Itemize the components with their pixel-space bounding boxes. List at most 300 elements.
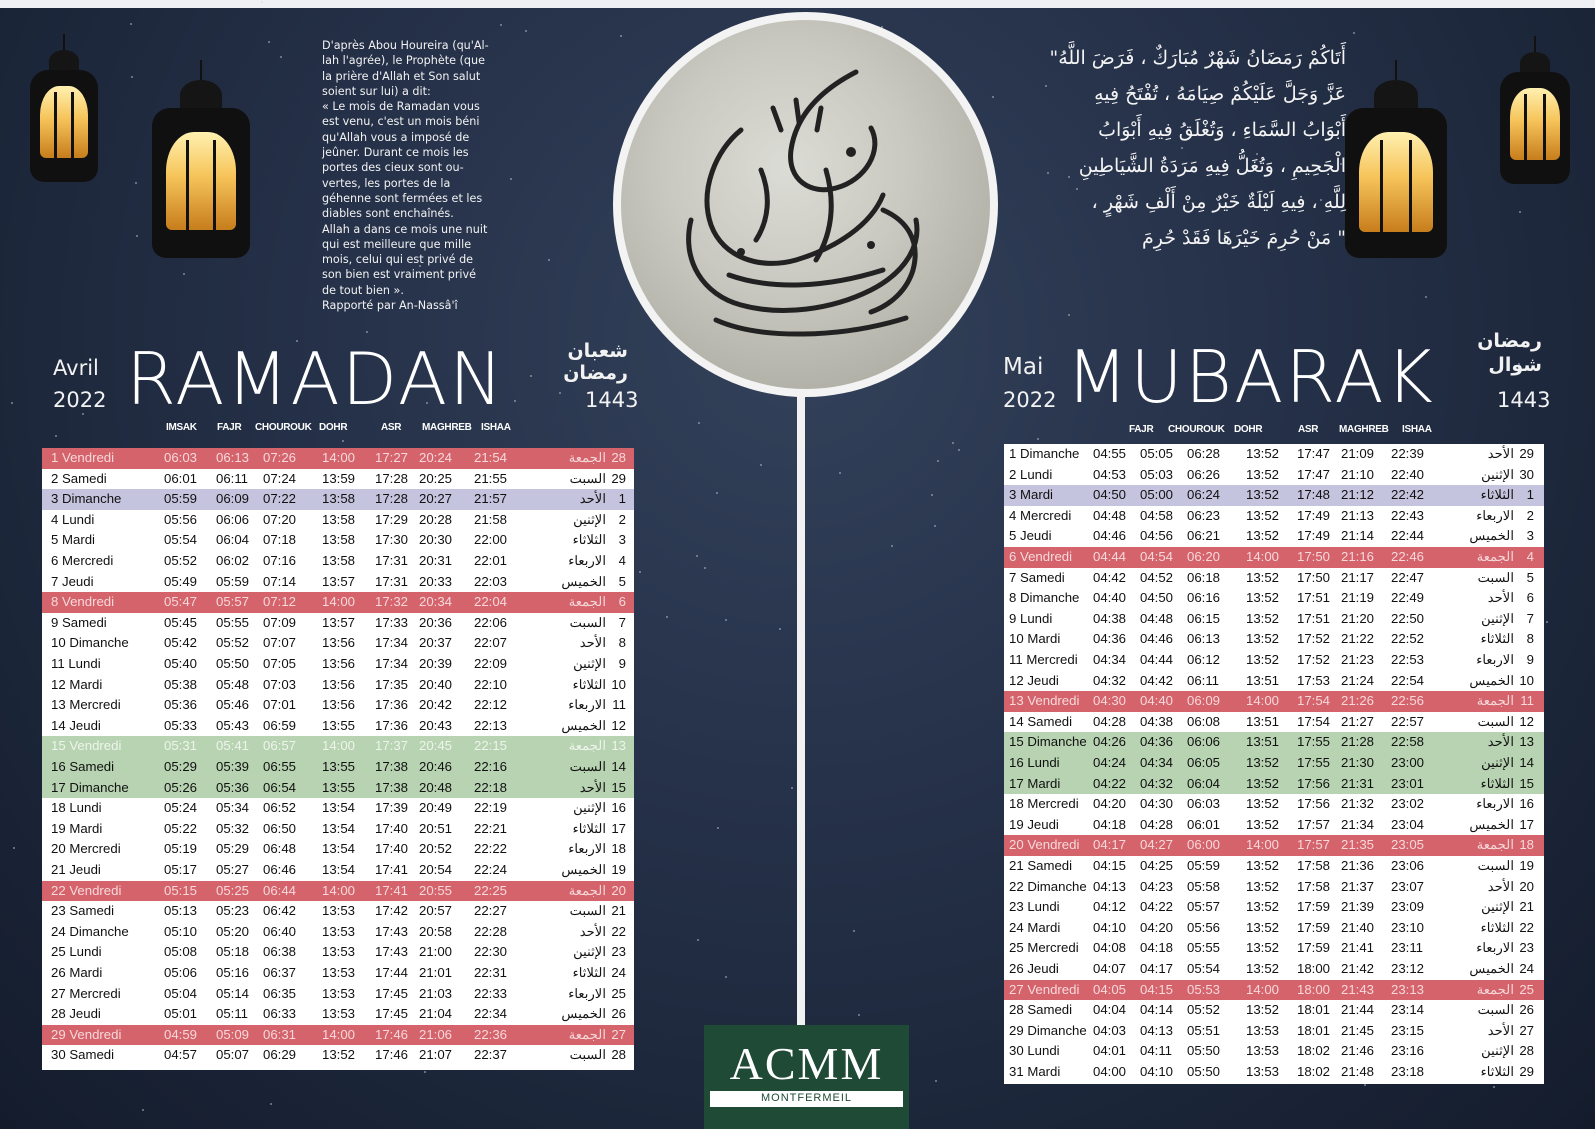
time-cell: 17:54 — [1297, 693, 1331, 709]
time-cell: 07:14 — [263, 573, 297, 589]
hijri-weekday-cell: الاربعاء — [568, 985, 606, 1001]
day-cell: 25 Mercredi — [1009, 940, 1079, 956]
hadith-french — [322, 38, 522, 313]
table-row — [42, 778, 634, 799]
time-cell: 21:03 — [419, 985, 453, 1001]
time-cell: 14:00 — [322, 1026, 356, 1042]
time-cell: 20:25 — [419, 470, 453, 486]
time-cell: 13:52 — [1246, 899, 1280, 915]
time-cell: 13:53 — [322, 944, 356, 960]
time-cell: 04:42 — [1140, 672, 1174, 688]
time-cell: 04:05 — [1093, 981, 1127, 997]
time-cell: 21:37 — [1341, 878, 1375, 894]
hijri-day-cell: 21 — [611, 903, 626, 919]
time-cell: 05:43 — [216, 717, 250, 733]
day-cell: 7 Samedi — [1009, 569, 1065, 585]
hijri-day-cell: 26 — [611, 1006, 626, 1022]
hijri-day-cell: 24 — [1519, 961, 1534, 976]
time-cell: 06:04 — [1187, 775, 1221, 791]
day-cell: 31 Mardi — [1009, 1064, 1061, 1079]
table-row — [42, 1045, 634, 1066]
column-header-dohr: DOHR — [1234, 424, 1263, 435]
time-cell: 23:13 — [1391, 981, 1425, 997]
time-cell: 05:42 — [164, 635, 198, 651]
time-cell: 05:27 — [216, 862, 250, 877]
time-cell: 17:34 — [375, 656, 409, 671]
time-cell: 04:27 — [1140, 837, 1174, 853]
time-cell: 04:57 — [164, 1047, 198, 1063]
time-cell: 17:54 — [1297, 713, 1331, 729]
time-cell: 17:41 — [375, 882, 409, 898]
time-cell: 20:58 — [419, 923, 453, 939]
hijri-day-cell: 9 — [618, 656, 626, 671]
hijri-weekday-cell: الثلاثاء — [572, 965, 606, 980]
time-cell: 04:58 — [1140, 507, 1174, 523]
time-cell: 17:32 — [375, 594, 409, 610]
star — [1425, 296, 1427, 298]
table-row — [42, 798, 634, 819]
table-row — [42, 448, 634, 469]
day-cell: 13 Vendredi — [1009, 693, 1080, 709]
time-cell: 04:20 — [1093, 796, 1127, 812]
time-cell: 06:46 — [263, 862, 297, 877]
hijri-weekday-cell: الثلاثاء — [1480, 631, 1514, 647]
day-cell: 20 Vendredi — [1009, 837, 1080, 853]
table-row — [42, 819, 634, 840]
time-cell: 06:40 — [263, 923, 297, 939]
time-cell: 21:44 — [1341, 1002, 1375, 1018]
column-header-dohr: DOHR — [319, 422, 348, 433]
hijri-weekday-cell: الخميس — [561, 573, 606, 589]
table-row — [1004, 753, 1544, 774]
time-cell: 05:11 — [216, 1006, 249, 1022]
time-cell: 05:09 — [216, 1026, 250, 1042]
time-cell: 06:37 — [263, 965, 297, 980]
table-row — [1004, 877, 1544, 898]
ramadan-calligraphy-icon — [621, 20, 990, 389]
time-cell: 17:38 — [375, 759, 409, 774]
time-cell: 13:56 — [322, 697, 356, 713]
time-cell: 20:28 — [419, 511, 453, 527]
hijri-day-cell: 22 — [611, 923, 626, 939]
time-cell: 06:21 — [1187, 528, 1221, 544]
time-cell: 04:04 — [1093, 1002, 1127, 1018]
time-cell: 06:09 — [216, 491, 250, 507]
hijri-year: 1443 — [1497, 388, 1551, 412]
time-cell: 23:06 — [1391, 858, 1425, 873]
time-cell: 04:25 — [1140, 858, 1174, 873]
time-cell: 05:16 — [216, 965, 250, 980]
table-row — [42, 675, 634, 696]
hijri-day-cell: 23 — [1519, 940, 1534, 956]
time-cell: 04:30 — [1093, 693, 1127, 709]
time-cell: 13:56 — [322, 676, 356, 692]
hijri-weekday-cell: الخميس — [561, 862, 606, 877]
acmm-logo — [704, 1025, 909, 1129]
star — [696, 555, 698, 557]
hijri-weekday-cell: الثلاثاء — [1480, 775, 1514, 791]
time-cell: 20:30 — [419, 532, 453, 548]
hijri-weekday-cell: الجمعة — [1476, 549, 1514, 564]
time-cell: 20:34 — [419, 594, 453, 610]
time-cell: 06:57 — [263, 738, 297, 754]
time-cell: 22:36 — [474, 1026, 508, 1042]
time-cell: 13:52 — [1246, 528, 1280, 544]
time-cell: 07:05 — [263, 656, 297, 671]
hadith-line: أَبْوَابُ السَّمَاءِ ، وَتُغْلَقُ فِيهِ أَبْوَابُ — [1098, 119, 1346, 141]
time-cell: 04:10 — [1093, 919, 1127, 935]
time-cell: 20:51 — [419, 820, 453, 836]
time-cell: 20:52 — [419, 841, 453, 857]
hijri-day-cell: 8 — [1526, 631, 1534, 647]
time-cell: 05:50 — [1187, 1064, 1221, 1079]
hijri-day-cell: 24 — [611, 965, 626, 980]
time-cell: 21:28 — [1341, 734, 1375, 750]
day-cell: 2 Lundi — [1009, 466, 1053, 482]
hijri-day-cell: 28 — [1519, 1043, 1534, 1059]
time-cell: 17:40 — [375, 841, 409, 857]
table-row — [1004, 1041, 1544, 1062]
time-cell: 04:23 — [1140, 878, 1174, 894]
time-cell: 22:12 — [474, 697, 508, 713]
time-cell: 21:01 — [419, 965, 453, 980]
time-cell: 04:01 — [1093, 1043, 1127, 1059]
day-cell: 7 Jeudi — [51, 573, 94, 589]
hadith-line: géhenne sont fermées et les — [322, 191, 483, 205]
time-cell: 13:52 — [1246, 466, 1280, 482]
time-cell: 22:21 — [474, 820, 508, 836]
hijri-weekday-cell: الخميس — [1469, 816, 1514, 832]
time-cell: 04:32 — [1140, 775, 1174, 791]
time-cell: 04:12 — [1093, 899, 1127, 915]
table-row — [42, 881, 634, 902]
table-row — [42, 839, 634, 860]
time-cell: 13:53 — [1246, 1043, 1280, 1059]
hadith-line: est venu, c'est un mois béni — [322, 115, 480, 129]
time-cell: 21:17 — [1341, 569, 1375, 585]
time-cell: 17:45 — [375, 985, 409, 1001]
time-cell: 17:39 — [375, 800, 409, 816]
hijri-weekday-cell: الأحد — [579, 779, 606, 795]
time-cell: 17:36 — [375, 717, 409, 733]
time-cell: 17:51 — [1297, 590, 1331, 606]
table-row — [1004, 835, 1544, 856]
hijri-day-cell: 10 — [1519, 672, 1534, 688]
hijri-weekday-cell: الثلاثاء — [1480, 1064, 1514, 1079]
time-cell: 22:50 — [1391, 610, 1425, 626]
time-cell: 23:14 — [1391, 1002, 1425, 1018]
time-cell: 21:46 — [1341, 1043, 1375, 1059]
star — [698, 422, 700, 424]
time-cell: 05:22 — [164, 820, 198, 836]
day-cell: 28 Samedi — [1009, 1002, 1073, 1018]
time-cell: 05:51 — [1187, 1022, 1221, 1038]
star — [548, 259, 550, 261]
logo-subtitle: MONTFERMEIL — [760, 1092, 853, 1104]
time-cell: 21:54 — [474, 450, 508, 465]
time-cell: 05:39 — [216, 759, 250, 774]
time-cell: 13:52 — [1246, 858, 1280, 873]
time-cell: 17:51 — [1297, 610, 1331, 626]
time-cell: 06:01 — [1187, 816, 1221, 832]
time-cell: 07:26 — [263, 450, 297, 465]
time-cell: 04:24 — [1093, 755, 1127, 770]
time-cell: 17:40 — [375, 820, 409, 836]
time-cell: 21:27 — [1341, 713, 1375, 729]
time-cell: 13:56 — [322, 656, 356, 671]
star — [858, 1014, 860, 1016]
time-cell: 21:36 — [1341, 858, 1375, 873]
hijri-weekday-cell: الثلاثاء — [572, 532, 606, 548]
table-row — [42, 757, 634, 778]
hadith-line: Rapporté par An-Nassâ'î — [322, 299, 458, 313]
time-cell: 13:55 — [322, 779, 356, 795]
time-cell: 04:52 — [1140, 569, 1174, 585]
time-cell: 07:20 — [263, 511, 297, 527]
time-cell: 22:58 — [1391, 734, 1425, 750]
time-cell: 22:52 — [1391, 631, 1425, 647]
time-cell: 06:12 — [1187, 652, 1221, 667]
hijri-weekday-cell: الاربعاء — [1476, 796, 1514, 812]
time-cell: 22:09 — [474, 656, 508, 671]
day-cell: 5 Jeudi — [1009, 528, 1052, 544]
time-cell: 22:07 — [474, 635, 508, 651]
time-cell: 17:34 — [375, 635, 409, 651]
time-cell: 13:54 — [322, 800, 356, 816]
time-cell: 05:53 — [1187, 981, 1221, 997]
hijri-weekday-cell: السبت — [569, 470, 606, 486]
star — [1519, 211, 1521, 213]
time-cell: 13:54 — [322, 841, 356, 857]
time-cell: 17:49 — [1297, 528, 1331, 544]
time-cell: 17:56 — [1297, 775, 1331, 791]
time-cell: 05:47 — [164, 594, 198, 610]
time-cell: 13:55 — [322, 717, 356, 733]
day-cell: 17 Mardi — [1009, 775, 1061, 791]
table-row — [42, 922, 634, 943]
star — [935, 1080, 937, 1082]
hijri-day-cell: 25 — [611, 985, 626, 1001]
hadith-line: la prière d'Allah et Son salut — [322, 69, 481, 83]
time-cell: 04:44 — [1093, 549, 1127, 564]
star — [130, 23, 132, 25]
time-cell: 21:30 — [1341, 755, 1375, 770]
time-cell: 17:31 — [375, 553, 409, 568]
star — [280, 56, 282, 58]
time-cell: 13:56 — [322, 635, 356, 651]
time-cell: 22:49 — [1391, 590, 1425, 606]
hijri-weekday-cell: الخميس — [1469, 961, 1514, 976]
time-cell: 07:18 — [263, 532, 297, 548]
time-cell: 21:57 — [474, 491, 508, 507]
table-row — [1004, 1062, 1544, 1083]
table-row — [1004, 588, 1544, 609]
table-row — [1004, 609, 1544, 630]
time-cell: 20:54 — [419, 862, 453, 877]
hijri-weekday-cell: السبت — [569, 614, 606, 630]
hijri-day-cell: 2 — [618, 511, 626, 527]
time-cell: 07:09 — [263, 614, 297, 630]
time-cell: 06:59 — [263, 717, 297, 733]
time-cell: 14:00 — [1246, 981, 1280, 997]
time-cell: 07:07 — [263, 635, 297, 651]
time-cell: 21:09 — [1341, 446, 1375, 461]
day-cell: 22 Vendredi — [51, 882, 122, 898]
hijri-weekday-cell: الخميس — [561, 717, 606, 733]
time-cell: 23:16 — [1391, 1043, 1425, 1059]
day-cell: 14 Samedi — [1009, 713, 1073, 729]
time-cell: 14:00 — [1246, 549, 1280, 564]
day-cell: 26 Mardi — [51, 965, 103, 980]
star — [891, 545, 893, 547]
time-cell: 13:52 — [1246, 652, 1280, 667]
table-row — [1004, 815, 1544, 836]
star — [704, 567, 706, 569]
time-cell: 13:52 — [1246, 446, 1280, 461]
hijri-day-cell: 6 — [1526, 590, 1534, 606]
hijri-weekday-cell: الإثنين — [573, 511, 606, 527]
time-cell: 22:57 — [1391, 713, 1425, 729]
time-cell: 05:19 — [164, 841, 198, 857]
table-row — [1004, 568, 1544, 589]
time-cell: 21:00 — [419, 944, 453, 960]
time-cell: 05:56 — [164, 511, 198, 527]
star — [530, 375, 532, 377]
time-cell: 05:05 — [1140, 446, 1174, 461]
hijri-weekday-cell: الجمعة — [568, 1026, 606, 1042]
time-cell: 04:36 — [1093, 631, 1127, 647]
hijri-day-cell: 25 — [1519, 981, 1534, 997]
time-cell: 05:29 — [164, 759, 198, 774]
star — [55, 435, 57, 437]
star — [142, 1109, 144, 1111]
hijri-weekday-cell: الإثنين — [1481, 1043, 1514, 1059]
day-cell: 19 Mardi — [51, 820, 103, 836]
time-cell: 23:18 — [1391, 1064, 1425, 1079]
time-cell: 13:53 — [1246, 1064, 1280, 1079]
day-cell: 3 Dimanche — [51, 491, 122, 507]
day-cell: 18 Mercredi — [1009, 796, 1079, 812]
day-cell: 19 Jeudi — [1009, 816, 1059, 832]
time-cell: 04:15 — [1140, 981, 1174, 997]
time-cell: 21:58 — [474, 511, 508, 527]
time-cell: 06:23 — [1187, 507, 1221, 523]
hijri-day-cell: 11 — [1520, 693, 1534, 709]
time-cell: 22:31 — [474, 965, 508, 980]
table-row — [42, 984, 634, 1005]
time-cell: 07:16 — [263, 553, 297, 568]
lantern-icon — [1500, 36, 1570, 196]
time-cell: 17:52 — [1297, 631, 1331, 647]
time-cell: 18:01 — [1297, 1002, 1331, 1018]
hijri-weekday-cell: الجمعة — [568, 738, 606, 754]
time-cell: 17:49 — [1297, 507, 1331, 523]
time-cell: 21:42 — [1341, 961, 1375, 976]
time-cell: 13:52 — [1246, 1002, 1280, 1018]
time-cell: 17:36 — [375, 697, 409, 713]
time-cell: 13:52 — [1246, 919, 1280, 935]
time-cell: 17:37 — [375, 738, 409, 754]
time-cell: 04:32 — [1093, 672, 1127, 688]
time-cell: 06:08 — [1187, 713, 1221, 729]
day-cell: 12 Jeudi — [1009, 672, 1059, 688]
time-cell: 05:59 — [216, 573, 250, 589]
may-prayer-table — [1004, 444, 1544, 1084]
time-cell: 18:00 — [1297, 961, 1331, 976]
time-cell: 21:06 — [419, 1026, 453, 1042]
time-cell: 05:57 — [1187, 899, 1221, 915]
hijri-weekday-cell: الجمعة — [1476, 693, 1514, 709]
time-cell: 22:16 — [474, 759, 508, 774]
time-cell: 23:01 — [1391, 775, 1425, 791]
table-row — [42, 489, 634, 510]
time-cell: 21:26 — [1341, 693, 1375, 709]
time-cell: 22:28 — [474, 923, 508, 939]
time-cell: 13:52 — [1246, 487, 1280, 503]
time-cell: 04:38 — [1140, 713, 1174, 729]
hijri-month-label: شوال — [1488, 354, 1542, 376]
day-cell: 21 Jeudi — [51, 862, 101, 877]
time-cell: 04:55 — [1093, 446, 1127, 461]
time-cell: 05:33 — [164, 717, 198, 733]
time-cell: 22:25 — [474, 882, 508, 898]
time-cell: 05:54 — [164, 532, 198, 548]
table-row — [1004, 1021, 1544, 1042]
hijri-weekday-cell: الاربعاء — [568, 841, 606, 857]
time-cell: 13:54 — [322, 820, 356, 836]
time-cell: 13:51 — [1246, 713, 1280, 729]
time-cell: 04:28 — [1140, 816, 1174, 832]
time-cell: 21:48 — [1341, 1064, 1375, 1079]
time-cell: 05:25 — [216, 882, 250, 898]
time-cell: 17:59 — [1297, 919, 1331, 935]
time-cell: 13:52 — [1246, 796, 1280, 812]
hijri-weekday-cell: السبت — [569, 903, 606, 919]
day-cell: 11 Lundi — [51, 656, 101, 671]
table-row — [1004, 774, 1544, 795]
time-cell: 04:48 — [1140, 610, 1174, 626]
time-cell: 20:24 — [419, 450, 453, 465]
time-cell: 22:00 — [474, 532, 508, 548]
time-cell: 05:08 — [164, 944, 198, 960]
time-cell: 07:22 — [263, 491, 297, 507]
time-cell: 14:00 — [322, 882, 356, 898]
day-cell: 8 Vendredi — [51, 594, 115, 610]
day-cell: 21 Samedi — [1009, 858, 1073, 873]
hijri-day-cell: 28 — [611, 1047, 626, 1063]
time-cell: 13:54 — [322, 862, 356, 877]
gregorian-year: 2022 — [53, 388, 107, 412]
time-cell: 20:31 — [419, 553, 453, 568]
hijri-day-cell: 5 — [618, 573, 626, 589]
hijri-weekday-cell: الأحد — [1487, 446, 1514, 461]
hijri-day-cell: 27 — [1519, 1022, 1534, 1038]
time-cell: 13:51 — [1246, 734, 1280, 750]
hijri-day-cell: 19 — [1519, 858, 1534, 873]
day-cell: 29 Dimanche — [1009, 1022, 1087, 1038]
time-cell: 13:53 — [1246, 1022, 1280, 1038]
table-row — [1004, 506, 1544, 527]
time-cell: 21:19 — [1341, 590, 1375, 606]
time-cell: 04:08 — [1093, 940, 1127, 956]
day-cell: 30 Lundi — [1009, 1043, 1060, 1059]
time-cell: 23:10 — [1391, 919, 1425, 935]
hijri-weekday-cell: السبت — [569, 759, 606, 774]
time-cell: 20:37 — [419, 635, 453, 651]
time-cell: 17:50 — [1297, 549, 1331, 564]
hijri-weekday-cell: الثلاثاء — [1480, 919, 1514, 935]
time-cell: 13:53 — [322, 923, 356, 939]
